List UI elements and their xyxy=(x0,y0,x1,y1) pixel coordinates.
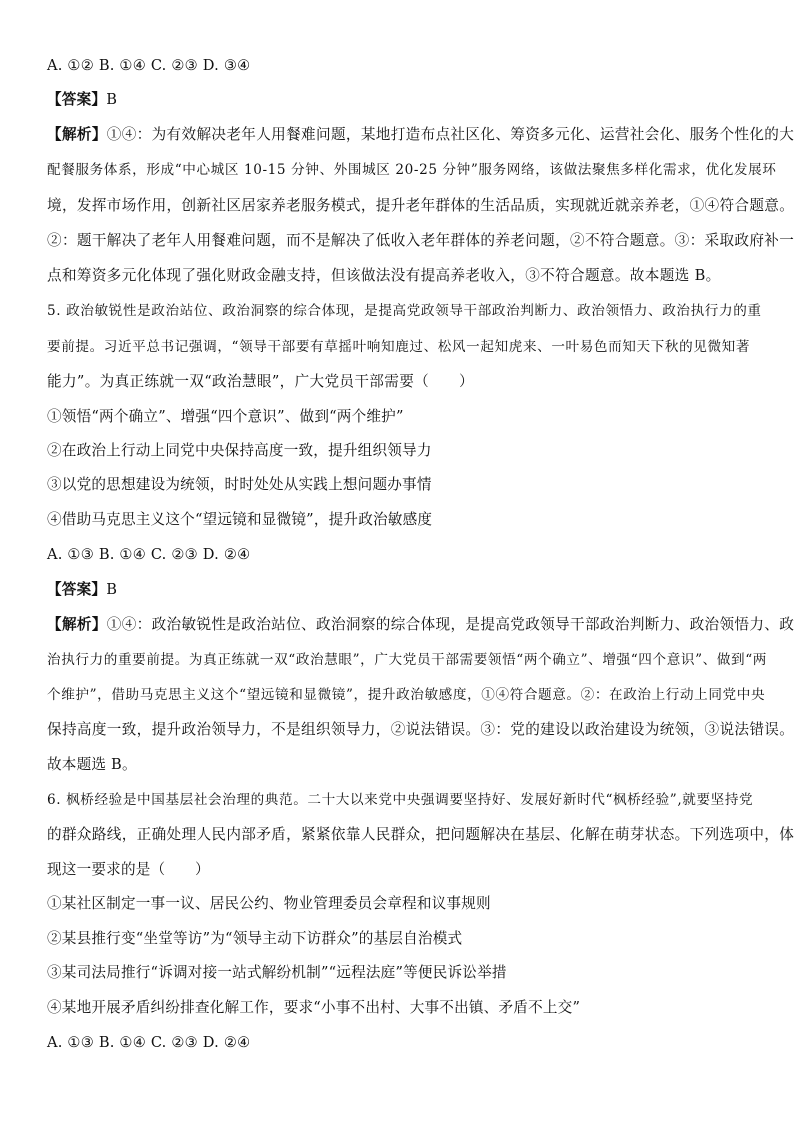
q5-item-2: ②在政治上行动上同党中央保持高度一致，提升组织领导力 xyxy=(47,442,432,459)
q6-item-2: ②某县推行变“坐堂等访”为“领导主动下访群众”的基层自治模式 xyxy=(47,930,463,947)
q5-analysis-line-3: 个维护”，借助马克思主义这个“望远镜和显微镜”，提升政治敏感度，①④符合题意。②：在政治上行动上同党中央 xyxy=(47,687,766,703)
q5-stem-line-1: 5. 政治敏锐性是政治站位、政治洞察的综合体现，是提高党政领导干部政治判断力、政治领悟力、政治执行力的重 xyxy=(47,303,762,319)
q4-analysis-line-3: 境，发挥市场作用，创新社区居家养老服务模式，提升老年群体的生活品质，实现就近就亲养老，①④符合题意。 xyxy=(47,197,794,214)
q5-analysis-text-1: ①④：政治敏锐性是政治站位、政治洞察的综合体现，是提高党政领导干部政治判断力、政治领悟力、政 xyxy=(106,616,794,633)
q5-analysis-line-5: 故本题选 B。 xyxy=(47,756,137,773)
q5-answer-label: 【答案】 xyxy=(47,581,107,598)
q5-answer xyxy=(47,580,759,600)
q5-answer-value: B xyxy=(106,581,118,598)
q5-analysis-line-4: 保持高度一致，提升政治领导力，不是组织领导力，②说法错误。③：党的建设以政治建设为统领，③说法错误。 xyxy=(47,721,794,738)
q4-analysis-text-1: ①④：为有效解决老年人用餐难问题，某地打造布点社区化、筹资多元化、运营社会化、服务个性化的大 xyxy=(106,126,794,143)
q6-item-1: ①某社区制定一事一议、居民公约、物业管理委员会章程和议事规则 xyxy=(47,895,491,912)
q6-stem-line-3: 现这一要求的是（ ） xyxy=(47,861,210,878)
q5-stem-line-3: 能力”。为真正练就一双“政治慧眼”，广大党员干部需要（ ） xyxy=(47,373,474,390)
q6-options: A. ①③ B. ①④ C. ②③ D. ②④ xyxy=(47,1034,251,1051)
q5-item-4: ④借助马克思主义这个“望远镜和显微镜”，提升政治敏感度 xyxy=(47,511,433,528)
q4-answer xyxy=(47,90,759,110)
q4-analysis-label: 【解析】 xyxy=(47,126,107,143)
q4-analysis-line-5: 点和筹资多元化体现了强化财政金融支持，但该做法没有提高养老收入，③不符合题意。故本题选 B。 xyxy=(47,267,721,284)
q4-analysis-line-1 xyxy=(47,125,794,145)
q5-stem-line-2: 要前提。习近平总书记强调，“领导干部要有草摇叶响知鹿过、松风一起知虎来、一叶易色而知天下秋的见微知著 xyxy=(47,339,751,355)
q5-item-3: ③以党的思想建设为统领，时时处处从实践上想问题办事情 xyxy=(47,476,432,493)
q6-item-3: ③某司法局推行“诉调对接一站式解纷机制”“远程法庭”等便民诉讼举措 xyxy=(47,964,507,981)
q6-stem-line-2: 的群众路线，正确处理人民内部矛盾，紧紧依靠人民群众，把问题解决在基层、化解在萌芽状态。下列选项中，体 xyxy=(47,826,794,843)
q5-options: A. ①③ B. ①④ C. ②③ D. ②④ xyxy=(47,546,251,563)
q4-answer-value: B xyxy=(106,91,118,108)
q5-analysis-line-1 xyxy=(47,615,794,635)
q4-options: A. ①② B. ①④ C. ②③ D. ③④ xyxy=(47,57,251,74)
q4-answer-label: 【答案】 xyxy=(47,91,107,108)
q4-analysis-line-4: ②：题干解决了老年人用餐难问题，而不是解决了低收入老年群体的养老问题，②不符合题意。③：采取政府补一 xyxy=(47,232,794,249)
q6-stem-line-1: 6. 枫桥经验是中国基层社会治理的典范。二十大以来党中央强调要坚持好、发展好新时代“枫桥经验”,就要坚持党 xyxy=(47,792,754,808)
q5-analysis-line-2: 治执行力的重要前提。为真正练就一双“政治慧眼”，广大党员干部需要领悟“两个确立”、增强“四个意识”、做到“两 xyxy=(47,652,767,668)
q5-item-1: ①领悟“两个确立”、增强“四个意识”、做到“两个维护” xyxy=(47,408,404,425)
q6-item-4: ④某地开展矛盾纠纷排查化解工作，要求“小事不出村、大事不出镇、矛盾不上交” xyxy=(47,999,581,1016)
q5-analysis-label: 【解析】 xyxy=(47,616,107,633)
q4-analysis-line-2: 配餐服务体系，形成“中心城区 10-15 分钟、外围城区 20-25 分钟”服务网络，该做法聚焦多样化需求，优化发展环 xyxy=(47,162,777,178)
